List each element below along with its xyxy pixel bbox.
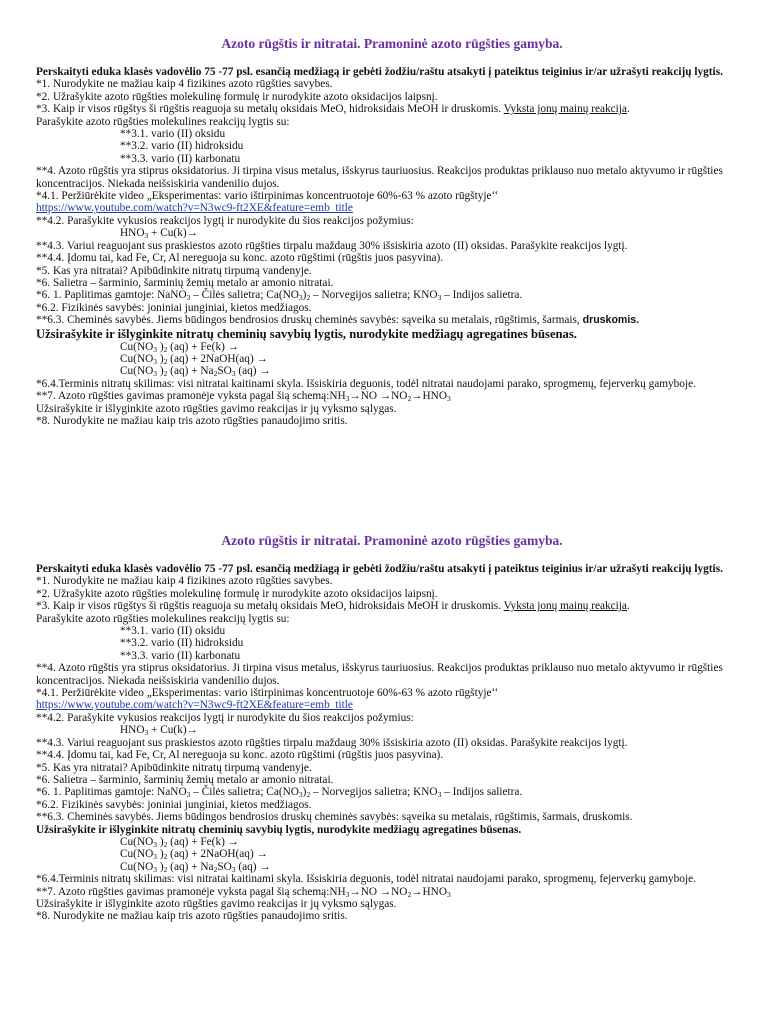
question-8: *8. Nurodykite ne mažiau kaip tris azoto rūgšties panaudojimo sritis. [36, 414, 348, 427]
intro-text-2: Perskaityti eduka klasės vadovėlio 75 -77 psl. esančią medžiagą ir gebėti žodžiu/raštu atsakyti į pateiktus teiginius ir/ar užrašyti reakcijų lygtis. [36, 563, 723, 575]
question-3-2: **3.2. vario (II) hidroksidu [120, 140, 244, 153]
question-4-1: *4.1. Peržiūrėkite video „Eksperimentas: vario ištirpinimas koncentruotoje 60%-63 % azoto rūgštyje‘‘ [36, 190, 499, 203]
worksheet-block-2 [36, 533, 748, 923]
equation-2: $Cu(NO_3$ )$_2$ (aq) + 2NaOH(aq) → [120, 352, 268, 366]
question-5: *5. Kas yra nitratai? Apibūdinkite nitratų tirpumą vandenyje. [36, 761, 312, 774]
question-3-3: **3.3. vario (II) karbonatu [120, 152, 241, 165]
ion-exchange-underlined: Vyksta jonų mainų reakcija [503, 103, 627, 116]
question-7: **7. Azoto rūgšties gavimas pramonėje vyksta pagal šią $schemą:NH_3\to NO \to NO_2\to HNO_3$ [36, 390, 451, 404]
question-1: *1. Nurodykite ne mažiau kaip 4 fizikines azoto rūgšties savybes. [36, 575, 333, 588]
question-2: *2. Užrašykite azoto rūgšties molekulinę formulę ir nurodykite azoto oksidacijos laipsnį. [36, 587, 438, 600]
task-heading-2: Užsirašykite ir išlyginkite nitratų cheminių savybių lygtis, nurodykite medžiagų agregatines būsenas. [36, 823, 522, 836]
question-4-3: **4.3. Variui reaguojant sus praskiestos azoto rūgšties tirpalu maždaug 30% išsiskiria azoto (II) oksidas. Parašykite reakcijos lygtį. [36, 239, 628, 252]
question-6-2: *6.2. Fizikinės savybės: joniniai junginiai, kietos medžiagos. [36, 301, 312, 314]
video-link-2[interactable]: https://www.youtube.com/watch?v=N3wc9-ft2XE&feature=emb_title [36, 699, 353, 712]
question-5: *5. Kas yra nitratai? Apibūdinkite nitratų tirpumą vandenyje. [36, 264, 312, 277]
page-title-2: Azoto rūgštis ir nitratai. Pramoninė azoto rūgšties gamyba. [221, 533, 563, 548]
question-8: *8. Nurodykite ne mažiau kaip tris azoto rūgšties panaudojimo sritis. [36, 910, 348, 923]
question-4-1: *4.1. Peržiūrėkite video „Eksperimentas: vario ištirpinimas koncentruotoje 60%-63 % azoto rūgštyje‘‘ [36, 687, 499, 700]
question-6: *6. Salietra – šarminio, šarminių žemių metalo ar amonio nitratai. [36, 276, 334, 289]
question-6-3: **6.3. Cheminės savybės. Jiems būdingos bendrosios druskų cheminės savybės: sąveika su metalais, rūgštimis, šarmais, druskomis. [36, 314, 640, 327]
question-4-3: **4.3. Variui reaguojant sus praskiestos azoto rūgšties tirpalu maždaug 30% išsiskiria azoto (II) oksidas. Parašykite reakcijos lygtį. [36, 736, 628, 749]
worksheet-block-1 [36, 36, 748, 427]
equation-3: $Cu(NO_3$ )$_2$ $(aq) + Na_2SO_3$ (aq) → [120, 365, 271, 379]
question-3-1: **3.1. vario (II) oksidu [120, 625, 226, 638]
ion-exchange-underlined: Vyksta jonų mainų reakcija [503, 600, 627, 613]
equation-1: $Cu(NO_3$ )$_2$ (aq) + Fe(k) → [120, 835, 239, 849]
equation-4-2: $HNO_3 + Cu(k)\to$ [120, 724, 198, 738]
question-6-1: *6. 1. Paplitimas gamtoje: NaNO$_3$ – Čilės salietra; $Ca(NO_3)_2$ – Norvegijos salietra; $KNO_3$ – Indijos salietra. [36, 786, 523, 800]
question-7: **7. Azoto rūgšties gavimas pramonėje vyksta pagal šią $schemą:NH_3\to NO \to NO_2\to HNO_3$ [36, 885, 451, 899]
question-6: *6. Salietra – šarminio, šarminių žemių metalo ar amonio nitratai. [36, 773, 334, 786]
page-title: Azoto rūgštis ir nitratai. Pramoninė azoto rūgšties gamyba. [221, 36, 563, 51]
question-3: *3. Kaip ir visos rūgštys ši rūgštis reaguoja su metalų oksidais MeO, hidroksidais MeOH ir druskomis. Vyksta jonų mainų reakcija. [36, 103, 630, 116]
equation-1: $Cu(NO_3$ )$_2$ (aq) + Fe(k) → [120, 340, 239, 354]
question-4-4: **4.4. Įdomu tai, kad Fe, Cr, Al nereguoja su konc. azoto rūgštimi (rūgštis juos pasyvina). [36, 252, 444, 265]
question-4-4: **4.4. Įdomu tai, kad Fe, Cr, Al nereguoja su konc. azoto rūgštimi (rūgštis juos pasyvina). [36, 749, 444, 762]
equation-4-2: $HNO_3 + Cu(k)\to$ [120, 227, 198, 241]
question-3-3: **3.3. vario (II) karbonatu [120, 649, 241, 662]
question-4: **4. Azoto rūgštis yra stiprus oksidatorius. Ji tirpina visus metalus, išskyrus tauriuosius. Reakcijos produktas priklauso nuo metalo aktyvumo ir rūgšties koncentracijos. Niekada neišsiskiria vandenilio dujos. [36, 662, 723, 687]
question-7-task: Užsirašykite ir išlyginkite azoto rūgšties gavimo reakcijas ir jų vyksmo sąlygas. [36, 402, 397, 415]
question-6-4: *6.4.Terminis nitratų skilimas: visi nitratai kaitinami skyla. Išsiskiria deguonis, todėl nitratai naudojami parako, sprogmenų, fejerverkų gamyboje. [36, 873, 696, 886]
equation-3: $Cu(NO_3$ )$_2$ $(aq) + Na_2SO_3$ (aq) → [120, 860, 271, 874]
question-6-3: **6.3. Cheminės savybės. Jiems būdingos bendrosios druskų cheminės savybės: sąveika su metalais, rūgštimis, šarmais, druskomis. [36, 811, 633, 824]
question-3-2: **3.2. vario (II) hidroksidu [120, 637, 244, 650]
task-heading: Užsirašykite ir išlyginkite nitratų cheminių savybių lygtis, nurodykite medžiagų agregatines būsenas. [36, 326, 577, 341]
question-7-task: Užsirašykite ir išlyginkite azoto rūgšties gavimo reakcijas ir jų vyksmo sąlygas. [36, 897, 397, 910]
intro-text: Perskaityti eduka klasės vadovėlio 75 -77 psl. esančią medžiagą ir gebėti žodžiu/raštu atsakyti į pateiktus teiginius ir/ar užrašyti reakcijų lygtis. [36, 66, 723, 78]
question-4: **4. Azoto rūgštis yra stiprus oksidatorius. Ji tirpina visus metalus, išskyrus tauriuosius. Reakcijos produktas priklauso nuo metalo aktyvumo ir rūgšties koncentracijos. Niekada neišsiskiria vandenilio dujos. [36, 165, 723, 190]
question-1: *1. Nurodykite ne mažiau kaip 4 fizikines azoto rūgšties savybes. [36, 78, 333, 91]
video-link[interactable]: https://www.youtube.com/watch?v=N3wc9-ft2XE&feature=emb_title [36, 202, 353, 215]
question-4-2: **4.2. Parašykite vykusios reakcijos lygtį ir nurodykite du šios reakcijos požymius: [36, 214, 414, 227]
question-2: *2. Užrašykite azoto rūgšties molekulinę formulę ir nurodykite azoto oksidacijos laipsnį. [36, 90, 438, 103]
equation-2: $Cu(NO_3$ )$_2$ (aq) + 2NaOH(aq) → [120, 848, 268, 862]
question-3-prompt: Parašykite azoto rūgšties molekulines reakcijų lygtis su: [36, 612, 290, 625]
question-6-2: *6.2. Fizikinės savybės: joniniai junginiai, kietos medžiagos. [36, 798, 312, 811]
question-3: *3. Kaip ir visos rūgštys ši rūgštis reaguoja su metalų oksidais MeO, hidroksidais MeOH ir druskomis. Vyksta jonų mainų reakcija. [36, 600, 630, 613]
question-6-4: *6.4.Terminis nitratų skilimas: visi nitratai kaitinami skyla. Išsiskiria deguonis, todėl nitratai naudojami parako, sprogmenų, fejerverkų gamyboje. [36, 377, 696, 390]
question-4-2: **4.2. Parašykite vykusios reakcijos lygtį ir nurodykite du šios reakcijos požymius: [36, 711, 414, 724]
question-3-prompt: Parašykite azoto rūgšties molekulines reakcijų lygtis su: [36, 115, 290, 128]
question-3-1: **3.1. vario (II) oksidu [120, 128, 226, 141]
question-6-1: *6. 1. Paplitimas gamtoje: NaNO$_3$ – Čilės salietra; $Ca(NO_3)_2$ – Norvegijos salietra; $KNO_3$ – Indijos salietra. [36, 289, 523, 303]
